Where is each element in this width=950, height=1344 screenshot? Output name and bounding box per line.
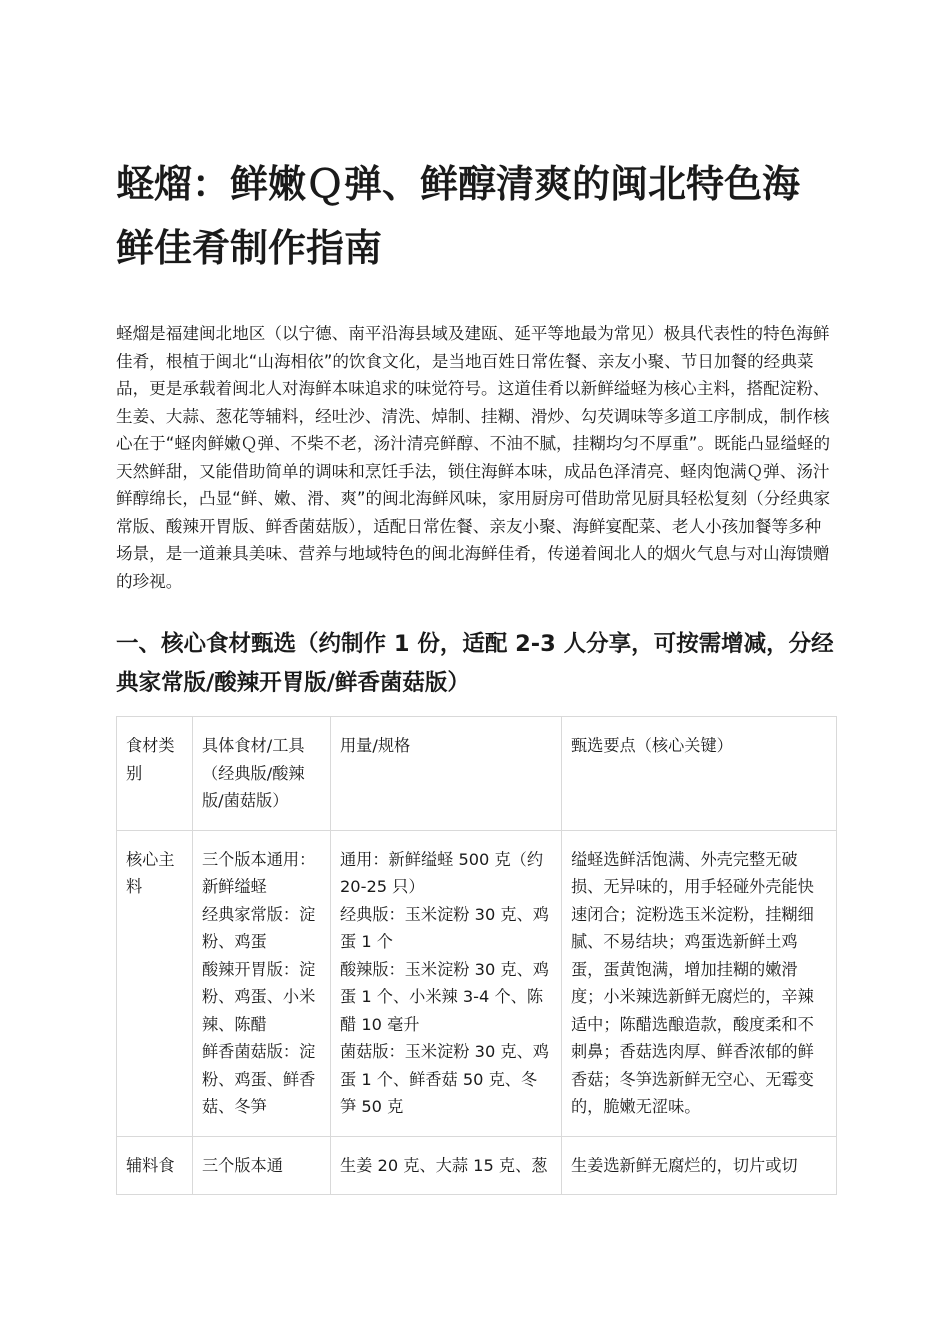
ingredients-table	[116, 716, 837, 1195]
table-header-cell: 用量/规格	[331, 717, 562, 831]
item-line: 三个版本通	[202, 1155, 283, 1175]
amount-line: 酸辣版：玉米淀粉 30 克、鸡蛋 1 个、小米辣 3-4 个、陈醋 10 毫升	[340, 959, 549, 1034]
table-cell-items	[193, 830, 331, 1136]
table-cell-amounts	[331, 830, 562, 1136]
section-heading: 一、核心食材甄选（约制作 1 份，适配 2-3 人分享，可按需增减，分经典家常版/酸辣开胃版/鲜香菌菇版）	[116, 631, 834, 696]
table-row	[117, 830, 837, 1136]
intro-paragraph: 蛏熘是福建闽北地区（以宁德、南平沿海县域及建瓯、延平等地最为常见）极具代表性的特色海鲜佳肴，根植于闽北“山海相依”的饮食文化，是当地百姓日常佐餐、亲友小聚、节日加餐的经典菜品，更是承载着闽北人对海鲜本味追求的味觉符号。这道佳肴以新鲜缢蛏为核心主料，搭配淀粉、生姜、大蒜、葱花等辅料，经吐沙、清洗、焯制、挂糊、滑炒、勾芡调味等多道工序制成，制作核心在于“蛏肉鲜嫩Ｑ弹、不柴不老，汤汁清亮鲜醇、不油不腻，挂糊均匀不厚重”。既能凸显缢蛏的天然鲜甜，又能借助简单的调味和烹饪手法，锁住海鲜本味，成品色泽清亮、蛏肉饱满Ｑ弹、汤汁鲜醇绵长，凸显“鲜、嫩、滑、爽”的闽北海鲜风味，家用厨房可借助常见厨具轻松复刻（分经典家常版、酸辣开胃版、鲜香菌菇版），适配日常佐餐、亲友小聚、海鲜宴配菜、老人小孩加餐等多种场景，是一道兼具美味、营养与地域特色的闽北海鲜佳肴，传递着闽北人的烟火气息与对山海馈赠的珍视。	[116, 324, 831, 591]
item-line: 酸辣开胃版：淀粉、鸡蛋、小米辣、陈醋	[202, 959, 316, 1034]
page-bottom-margin	[0, 1200, 950, 1344]
table-cell-notes: 生姜选新鲜无腐烂的，切片或切	[562, 1136, 837, 1195]
item-line: 三个版本通用：新鲜缢蛏	[202, 849, 316, 896]
amount-line: 经典版：玉米淀粉 30 克、鸡蛋 1 个	[340, 904, 549, 951]
amount-line: 通用：新鲜缢蛏 500 克（约 20-25 只）	[340, 849, 544, 896]
item-line: 经典家常版：淀粉、鸡蛋	[202, 904, 316, 951]
table-header-row	[117, 717, 837, 831]
table-header-cell: 甄选要点（核心关键）	[562, 717, 837, 831]
amount-line: 菌菇版：玉米淀粉 30 克、鸡蛋 1 个、鲜香菇 50 克、冬笋 50 克	[340, 1042, 549, 1116]
page-title: 蛏熘：鲜嫩Ｑ弹、鲜醇清爽的闽北特色海鲜佳肴制作指南	[116, 162, 801, 270]
table-header-cell: 具体食材/工具（经典版/酸辣版/菌菇版）	[193, 717, 331, 831]
amount-line: 生姜 20 克、大蒜 15 克、葱	[340, 1155, 548, 1175]
table-row	[117, 1136, 837, 1195]
table-cell-category: 核心主料	[117, 830, 193, 1136]
table-cell-notes: 缢蛏选鲜活饱满、外壳完整无破损、无异味的，用手轻碰外壳能快速闭合；淀粉选玉米淀粉，挂糊细腻、不易结块；鸡蛋选新鲜土鸡蛋，蛋黄饱满，增加挂糊的嫩滑度；小米辣选新鲜无腐烂的，辛辣适中；陈醋选酿造款，酸度柔和不刺鼻；香菇选肉厚、鲜香浓郁的鲜香菇；冬笋选新鲜无空心、无霉变的，脆嫩无涩味。	[562, 830, 837, 1136]
table-cell-items	[193, 1136, 331, 1195]
table-cell-amounts	[331, 1136, 562, 1195]
table-header-cell: 食材类别	[117, 717, 193, 831]
item-line: 鲜香菌菇版：淀粉、鸡蛋、鲜香菇、冬笋	[202, 1042, 316, 1116]
table-cell-category: 辅料食	[117, 1136, 193, 1195]
